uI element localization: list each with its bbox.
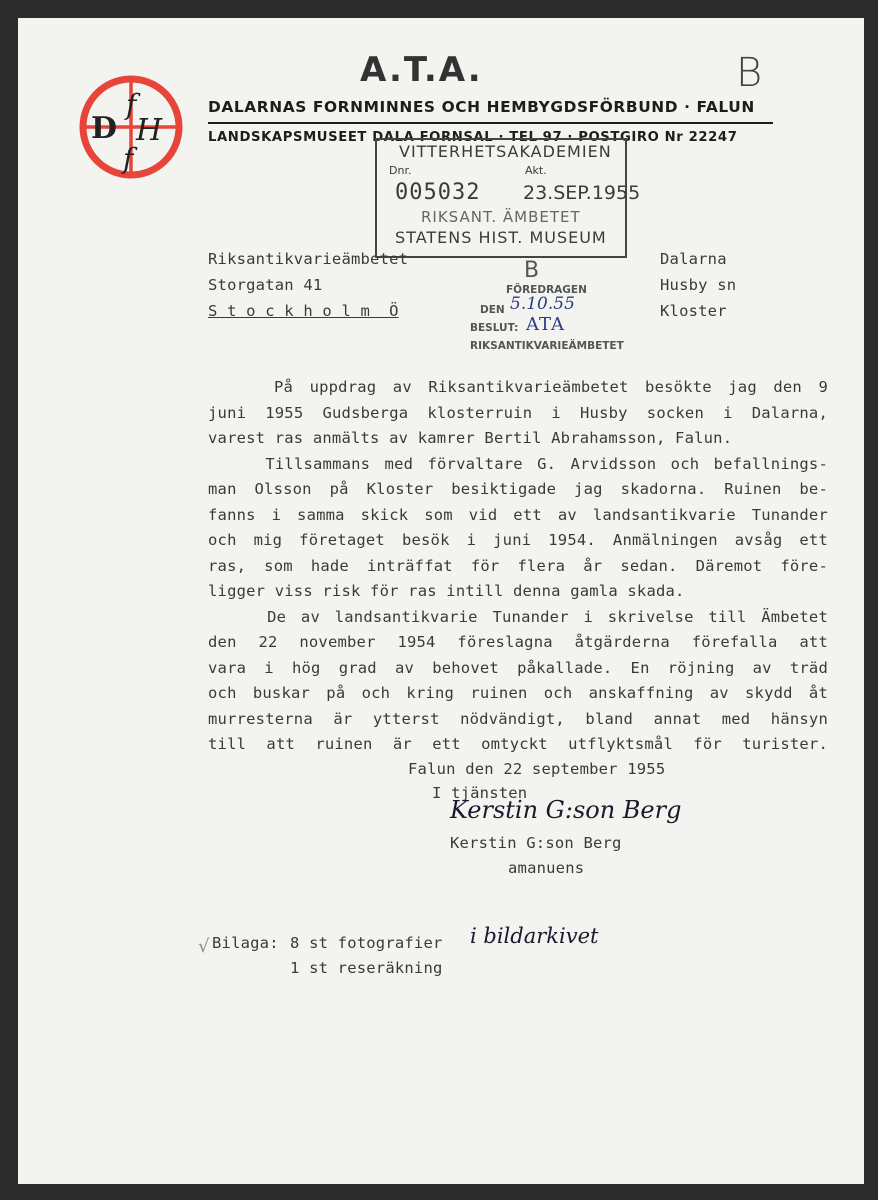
body-line: ligger viss risk för ras intill denna gamla skada. — [208, 582, 685, 600]
stamp-date: 23.SEP.1955 — [523, 182, 641, 204]
presented-den-value: 5.10.55 — [510, 294, 575, 314]
logo-letter-f-top: f — [126, 88, 137, 121]
body-line: och mig företaget besök i juni 1954. Anmälningen avsåg ett — [208, 531, 828, 549]
corner-mark: B — [736, 50, 763, 96]
sender-line-3: Kloster — [660, 302, 727, 320]
body-line: och buskar på och kring ruinen och anskaffning av skydd åt — [208, 684, 828, 702]
stamp-office: RIKSANT. ÄMBETET — [421, 208, 581, 226]
ata-mark: A.T.A. — [360, 50, 483, 90]
logo-letter-h: H — [136, 113, 163, 148]
signature: Kerstin G:son Berg — [450, 796, 682, 824]
attachments-label: Bilaga: — [212, 934, 279, 952]
stamp-akt-label: Akt. — [525, 164, 547, 177]
attachment-item-2: 1 st reseräkning — [290, 959, 443, 977]
body-line: den 22 november 1954 föreslagna åtgärderna förefalla att — [208, 633, 828, 651]
stamp-museum: STATENS HIST. MUSEUM — [395, 228, 607, 247]
body-line: ras, som hade inträffat för flera år sedan. Däremot före- — [208, 556, 828, 575]
body-line: De av landsantikvarie Tunander i skrivelse till Ämbetet — [208, 607, 828, 626]
presented-beslut-label: BESLUT: — [470, 322, 519, 334]
stamp-dnr-label: Dnr. — [389, 164, 412, 177]
body-line: murresterna är ytterst nödvändigt, bland annat med hänsyn — [208, 709, 828, 728]
presented-stamp-label: FÖREDRAGEN — [506, 284, 587, 296]
body-line: Tillsammans med förvaltare G. Arvidsson och befallnings- — [208, 454, 828, 473]
signer-name: Kerstin G:son Berg — [450, 834, 622, 852]
check-mark: √ — [198, 936, 210, 957]
received-stamp — [375, 138, 641, 258]
org-line: DALARNAS FORNMINNES OCH HEMBYGDSFÖRBUND · FALUN — [208, 98, 755, 116]
attachment-note: i bildarkivet — [470, 924, 599, 948]
place-date: Falun den 22 september 1955 — [408, 760, 666, 778]
logo-letter-f-bottom: f — [123, 142, 134, 175]
body-line: vara i hög grad av behovet påkallade. En röjning av träd — [208, 658, 828, 677]
stamp-academy: VITTERHETSAKADEMIEN — [399, 142, 612, 161]
stamp-number: 005032 — [395, 180, 481, 205]
presented-beslut-value: ATA — [526, 314, 566, 335]
body-line: På uppdrag av Riksantikvarieämbetet besökte jag den 9 — [208, 378, 828, 396]
society-logo — [76, 72, 186, 182]
in-service: I tjänsten — [432, 784, 528, 802]
body-line: varest ras anmälts av kamrer Bertil Abrahamsson, Falun. — [208, 429, 733, 447]
body-line: man Olsson på Kloster besiktigade jag skadorna. Ruinen be- — [208, 480, 828, 498]
letterhead-rule — [208, 122, 773, 124]
sub-line: LANDSKAPSMUSEET DALA FORNSAL · TEL 97 · POSTGIRO Nr 22247 — [208, 130, 738, 145]
signer-title: amanuens — [508, 859, 585, 877]
recipient-line-3: S t o c k h o l m Ö — [208, 302, 399, 320]
recipient-line-2: Storgatan 41 — [208, 276, 323, 294]
sender-line-1: Dalarna — [660, 250, 727, 268]
attachment-item-1: 8 st fotografier — [290, 934, 443, 952]
recipient-line-1: Riksantikvarieämbetet — [208, 250, 409, 268]
presented-stamp-letter: B — [524, 258, 540, 283]
presented-den-label: DEN — [480, 304, 505, 316]
body-line: fanns i samma skick som vid ett av landsantikvarie Tunander — [208, 505, 828, 524]
presented-footer: RIKSANTIKVARIEÄMBETET — [470, 340, 624, 352]
body-line: till att ruinen är ett omtyckt utflyktsmål för turister. — [208, 735, 828, 753]
sender-line-2: Husby sn — [660, 276, 737, 294]
logo-letter-d: D — [91, 111, 118, 146]
letter-page — [18, 18, 864, 1184]
body-line: juni 1955 Gudsberga klosterruin i Husby socken i Dalarna, — [208, 403, 828, 422]
